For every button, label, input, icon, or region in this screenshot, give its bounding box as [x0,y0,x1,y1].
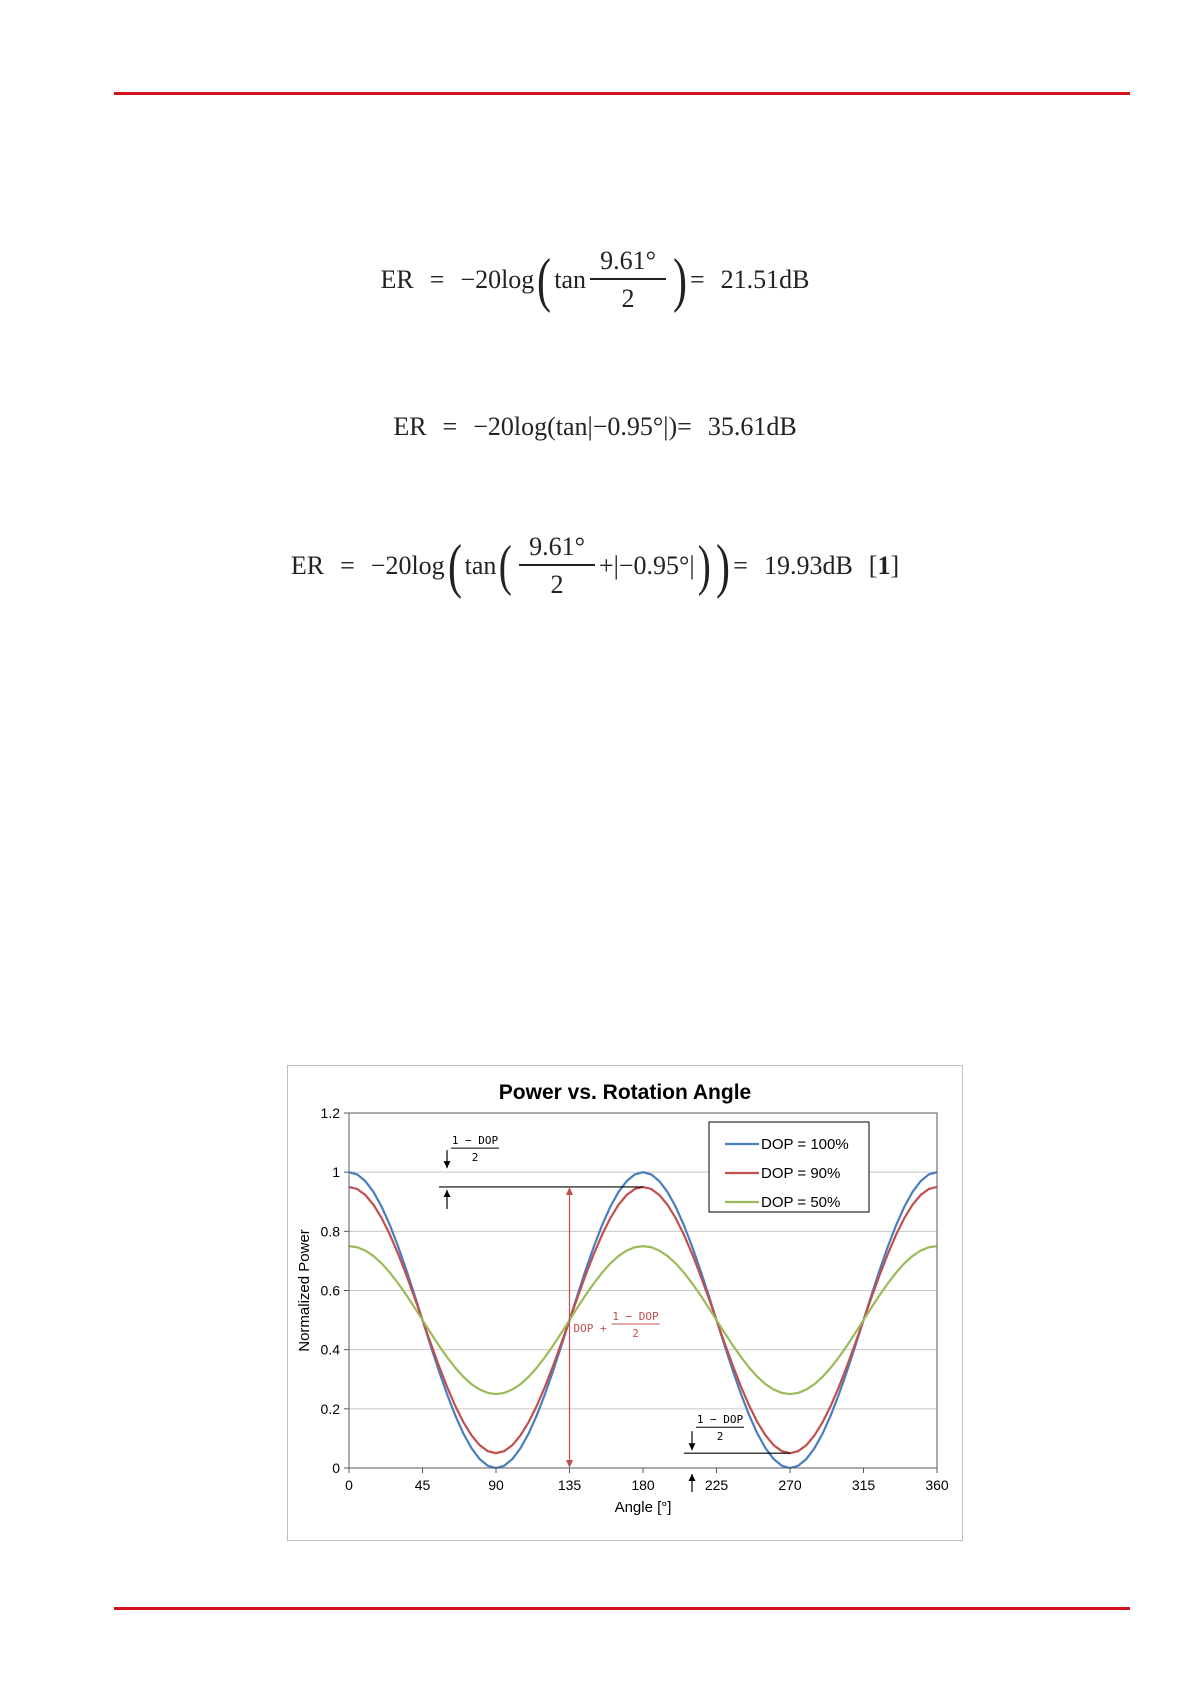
eq1-open-paren: ( [537,246,552,313]
eq3-denominator: 2 [550,569,564,599]
y-tick-label-0.4: 0.4 [320,1341,340,1358]
eq3-reference: [1] [868,550,900,580]
eq3-function: −20log [370,550,445,580]
legend-label-1: DOP = 100% [761,1136,849,1153]
eq1-tan: tan [554,264,587,294]
x-tick-label-135: 135 [557,1477,582,1493]
eq3-equals: = [340,550,355,580]
mid-annotation-prefix: DOP + [573,1322,607,1335]
eq3-rhs-equals: = [733,550,748,580]
footer-rule [114,1607,1130,1610]
equation-1 [0,248,1190,312]
bottom-annotation-denominator: 2 [716,1430,724,1444]
x-tick-label-270: 270 [778,1477,802,1493]
chart-title: Power vs. Rotation Angle [498,1081,752,1104]
x-tick-label-315: 315 [851,1477,876,1493]
y-tick-label-0.6: 0.6 [320,1282,340,1299]
equation-3 [0,534,1190,598]
eq2-rhs-equals: = [677,412,692,441]
equation-2 [0,414,1190,440]
eq3-lhs: ER [290,550,325,580]
eq1-numerator: 9.61° [600,246,656,275]
legend-label-3: DOP = 50% [761,1194,841,1211]
x-axis-label: Angle [°] [614,1499,672,1516]
eq1-lhs: ER [380,264,414,294]
eq3-numerator: 9.61° [529,532,585,561]
x-tick-label-90: 90 [488,1477,504,1493]
y-tick-label-0.8: 0.8 [320,1223,340,1240]
y-tick-label-0: 0 [332,1460,340,1476]
eq3-close-paren-outer: ) [716,532,731,599]
header-rule [114,92,1130,95]
top-annotation-numerator: 1 − DOP [451,1134,499,1148]
eq3-tan: tan [464,550,497,580]
y-tick-label-1.2: 1.2 [320,1105,340,1121]
eq3-fraction [519,534,595,598]
x-tick-label-360: 360 [925,1477,949,1493]
eq3-close-paren-inner: ) [697,534,711,597]
eq1-function: −20log [460,264,535,294]
x-tick-label-225: 225 [704,1477,729,1493]
x-tick-label-0: 0 [345,1477,353,1493]
top-annotation-denominator: 2 [471,1151,479,1165]
power-vs-angle-chart [287,1065,963,1541]
x-tick-label-45: 45 [414,1477,431,1493]
y-tick-label-1: 1 [332,1164,340,1181]
eq2-equals: = [442,412,458,441]
x-tick-label-180: 180 [631,1477,655,1493]
eq3-plus-term: +|−0.95°| [598,550,695,580]
eq1-denominator: 2 [621,283,635,313]
eq2-lhs: ER [393,412,427,441]
eq1-close-paren: ) [672,246,687,313]
eq1-result: 21.51dB [720,264,810,294]
eq1-rhs-equals: = [689,264,705,294]
legend-label-2: DOP = 90% [761,1165,841,1182]
bottom-annotation-numerator: 1 − DOP [696,1413,744,1427]
y-axis-label: Normalized Power [296,1229,313,1352]
eq3-open-paren-outer: ( [447,532,462,599]
eq1-fraction [590,248,666,312]
eq3-open-paren-inner: ( [499,534,513,597]
eq2-body: −20log(tan|−0.95°|) [473,412,678,441]
chart-legend [709,1122,869,1212]
eq1-equals: = [429,264,445,294]
eq2-result: 35.61dB [707,412,797,441]
y-tick-label-0.2: 0.2 [320,1400,340,1417]
mid-annotation-denominator: 2 [632,1327,639,1340]
mid-annotation-numerator: 1 − DOP [612,1310,659,1323]
eq3-result: 19.93dB [763,550,853,580]
